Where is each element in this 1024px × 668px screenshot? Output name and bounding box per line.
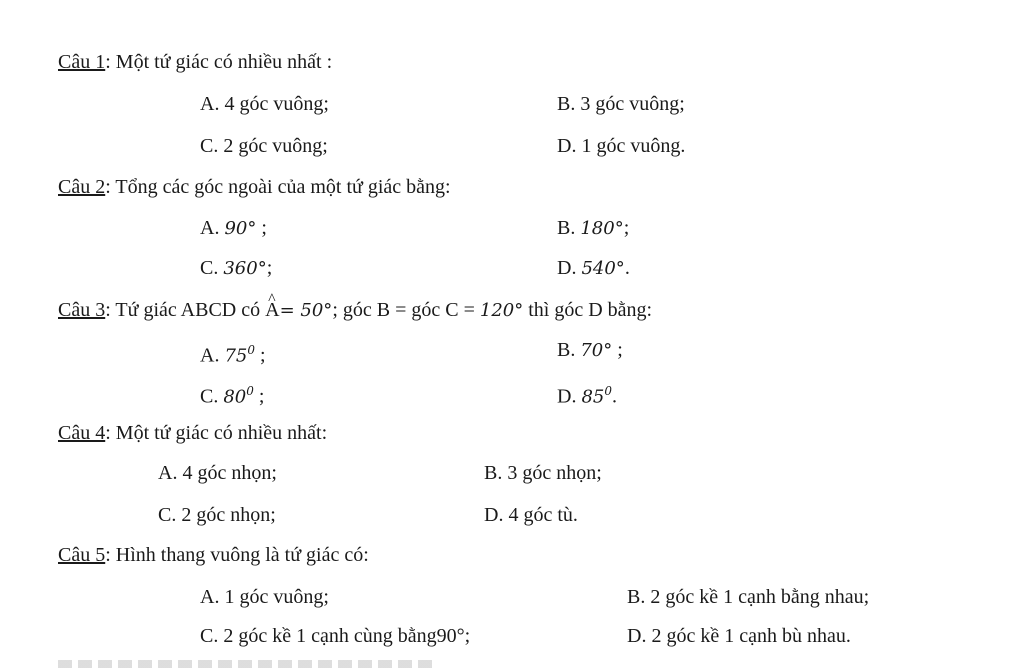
question-2-option-b [557,216,629,241]
question-3 [58,298,652,323]
option-tail: . [612,385,617,408]
question-4-sep: : [105,422,116,444]
question-1 [58,50,332,74]
question-1-text: Một tứ giác có nhiều nhất : [115,51,333,73]
question-2-option-d [557,256,630,281]
option-tail: ; [623,217,630,239]
option-sup: 0 [247,343,255,357]
question-4-option-b: B. 3 góc nhọn; [484,462,602,484]
question-3-option-b [557,338,623,363]
option-value: 80 [223,386,247,408]
option-letter: D. [557,257,577,279]
question-3-text-end: thì góc D bằng: [523,299,653,321]
option-value: 85 [581,386,605,408]
option-tail: . [624,257,630,279]
question-5-label: Câu 5 [58,544,106,566]
question-2-option-c [200,256,272,281]
question-2-sep: : [105,176,116,198]
option-tail: ; [266,257,273,279]
option-value: 360° [223,258,267,279]
option-letter: A. [200,344,220,367]
question-5-sep: : [105,544,116,566]
option-letter: C. [200,385,219,408]
question-5-option-b: B. 2 góc kề 1 cạnh bằng nhau; [627,586,870,608]
question-1-option-b: B. 3 góc vuông; [557,93,685,115]
question-5 [58,543,369,567]
question-4-option-d: D. 4 góc tù. [484,504,578,526]
angle-a-symbol: ^ A [265,298,279,322]
question-1-option-c: C. 2 góc vuông; [200,135,328,157]
option-tail: ; [256,217,267,239]
question-1-option-a: A. 4 góc vuông; [200,93,329,115]
option-sup: 0 [604,384,612,398]
question-4 [58,421,327,445]
option-value: 540° [581,258,625,279]
question-4-option-a: A. 4 góc nhọn; [158,462,277,484]
question-2-text: Tổng các góc ngoài của một tứ giác bằng: [115,176,451,198]
question-2 [58,175,451,199]
angle-a-value: = 50° [279,300,333,321]
question-3-text-after: ; góc B = góc C = [332,299,480,321]
question-4-label: Câu 4 [58,422,106,444]
option-value: 90° [224,218,257,239]
question-4-option-c: C. 2 góc nhọn; [158,504,276,526]
question-3-label: Câu 3 [58,299,106,321]
question-3-option-d [557,379,617,410]
option-letter: B. [557,217,576,239]
option-tail: ; [612,339,623,361]
option-letter: C. [200,257,219,279]
question-5-option-c: C. 2 góc kề 1 cạnh cùng bằng90°; [200,625,471,647]
option-letter: D. [557,385,577,408]
question-5-option-a: A. 1 góc vuông; [200,586,329,608]
question-3-option-c [200,379,264,410]
question-3-sep: : [105,299,116,321]
question-2-label: Câu 2 [58,176,106,198]
angle-bc-value: 120° [479,300,524,321]
question-3-text-before: Tứ giác ABCD có [115,299,266,321]
question-1-sep: : [105,51,116,73]
question-2-option-a [200,216,267,241]
option-value: 70° [580,340,613,361]
question-5-option-d: D. 2 góc kề 1 cạnh bù nhau. [627,625,851,647]
option-tail: ; [253,385,265,408]
question-3-option-a [200,338,266,369]
option-value: 180° [580,218,624,239]
option-letter: A. [200,217,220,239]
question-1-label: Câu 1 [58,51,106,73]
question-1-option-d: D. 1 góc vuông. [557,135,686,157]
option-sup: 0 [246,384,254,398]
option-tail: ; [255,344,266,367]
question-4-text: Một tứ giác có nhiều nhất: [115,422,328,444]
option-value: 75 [224,345,248,367]
question-5-text: Hình thang vuông là tứ giác có: [115,544,369,566]
option-letter: B. [557,339,576,361]
